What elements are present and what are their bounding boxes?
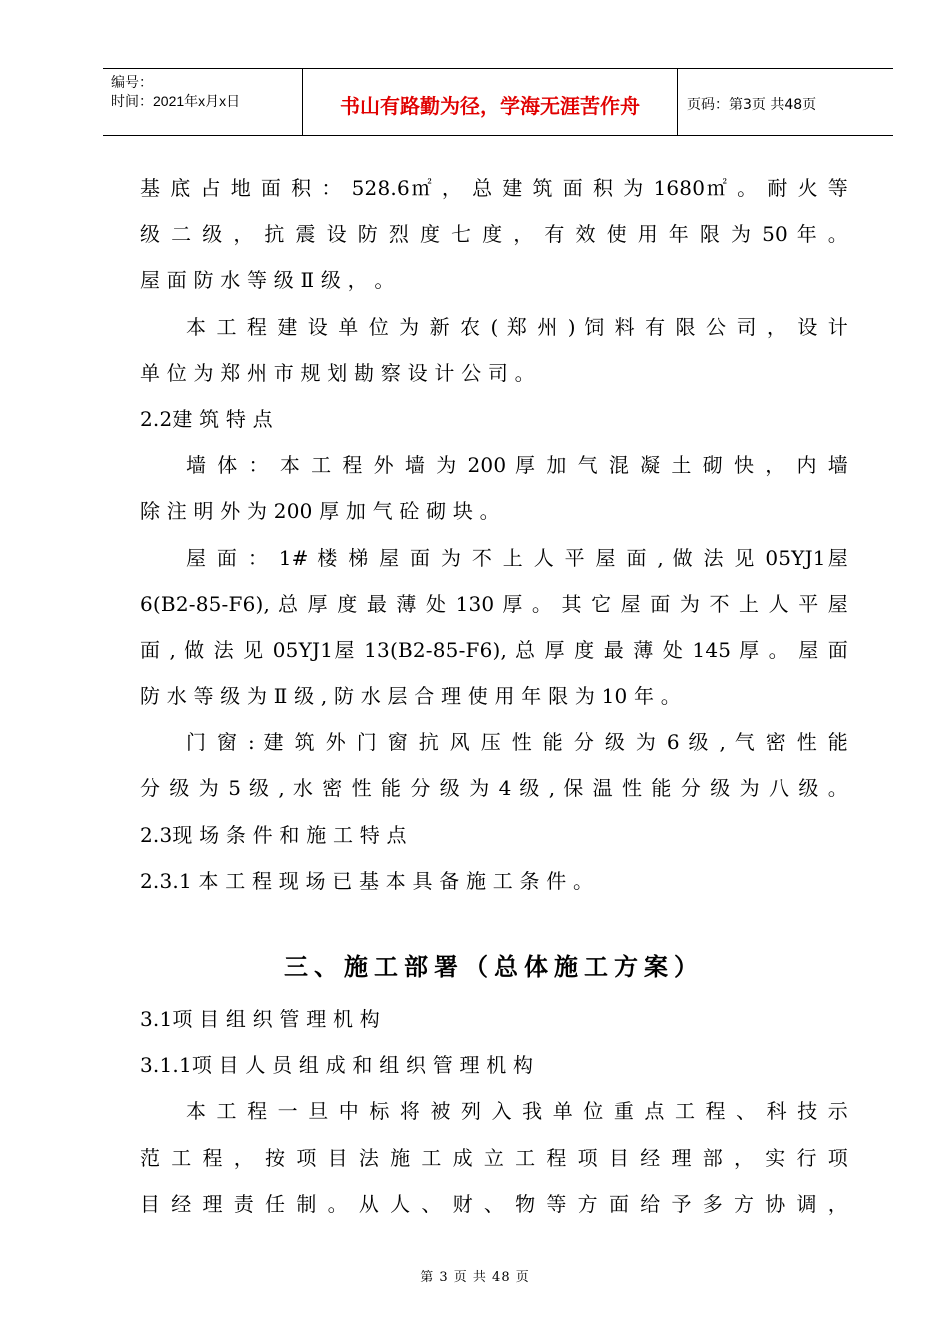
body-line: 目 经 理 责 任 制 。 从 人 、 财 、 物 等 方 面 给 予 多 方 协 调 ， [140,1191,848,1216]
page-footer: 第 3 页 共 48 页 [420,1270,530,1285]
body-line: 墙 体 ： 本 工 程 外 墙 为 200 厚 加 气 混 凝 土 砌 快 ， 内 墙 [186,453,848,478]
page-header [103,68,893,136]
body-line: 本 工 程 建 设 单 位 为 新 农 ( 郑 州 ) 饲 料 有 限 公 司 ， 设 计 [186,314,848,339]
body-line: 基 底 占 地 面 积 ： 528.6㎡ ， 总 建 筑 面 积 为 1680㎡ 。 耐 火 等 [140,176,848,200]
header-motto: 书山有路勤为径，学海无涯苦作舟 [303,69,678,135]
body-line: 屋 面 防 水 等 级 Ⅱ 级 ， 。 [140,268,395,293]
spacer [140,904,848,938]
document-body [140,165,848,1227]
body-line: 本 工 程 一 旦 中 标 将 被 列 入 我 单 位 重 点 工 程 、 科 技 示 [186,1099,848,1124]
body-line: 级 二 级 ， 抗 震 设 防 烈 度 七 度 ， 有 效 使 用 年 限 为 50 年 。 [140,222,848,247]
document-number-label: 编号： [111,74,153,90]
body-line: 屋 面 ： 1# 楼 梯 屋 面 为 不 上 人 平 屋 面 , 做 法 见 05YJ1屋 [186,545,848,570]
header-meta-cell [103,69,303,135]
header-page-info: 页码：第3页 共48页 [687,97,817,113]
body-line: 防 水 等 级 为 Ⅱ 级 , 防 水 层 合 理 使 用 年 限 为 10 年 。 [140,684,681,709]
section-heading-3-1: 3.1项 目 组 织 管 理 机 构 [140,1007,380,1031]
body-line: 单 位 为 郑 州 市 规 划 勘 察 设 计 公 司 。 [140,360,535,385]
section-heading-2-2: 2.2建 筑 特 点 [140,406,273,431]
section-heading-3-1-1: 3.1.1项 目 人 员 组 成 和 组 织 管 理 机 构 [140,1053,534,1078]
body-line: 面 , 做 法 见 05YJ1屋 13(B2-85-F6), 总 厚 度 最 薄 处 145 厚 。 屋 面 [140,637,848,662]
section-heading-2-3-1: 2.3.1 本 工 程 现 场 已 基 本 具 备 施 工 条 件 。 [140,868,594,893]
body-line: 除 注 明 外 为 200 厚 加 气 砼 砌 块 。 [140,499,500,524]
section-heading-2-3: 2.3现 场 条 件 和 施 工 特 点 [140,822,407,847]
body-line: 分 级 为 5 级 , 水 密 性 能 分 级 为 4 级 , 保 温 性 能 分 级 为 八 级 。 [140,776,848,801]
body-line: 门 窗 : 建 筑 外 门 窗 抗 风 压 性 能 分 级 为 6 级 , 气 密 性 能 [186,730,848,755]
document-date: 时间：2021年x月x日 [111,93,241,109]
body-line: 范 工 程 ， 按 项 目 法 施 工 成 立 工 程 项 目 经 理 部 ， 实 行 项 [140,1145,848,1170]
chapter-title: 三、施工部署（总体施工方案） [284,953,704,981]
body-line: 6(B2-85-F6), 总 厚 度 最 薄 处 130 厚 。 其 它 屋 面 为 不 上 人 平 屋 [140,591,848,616]
